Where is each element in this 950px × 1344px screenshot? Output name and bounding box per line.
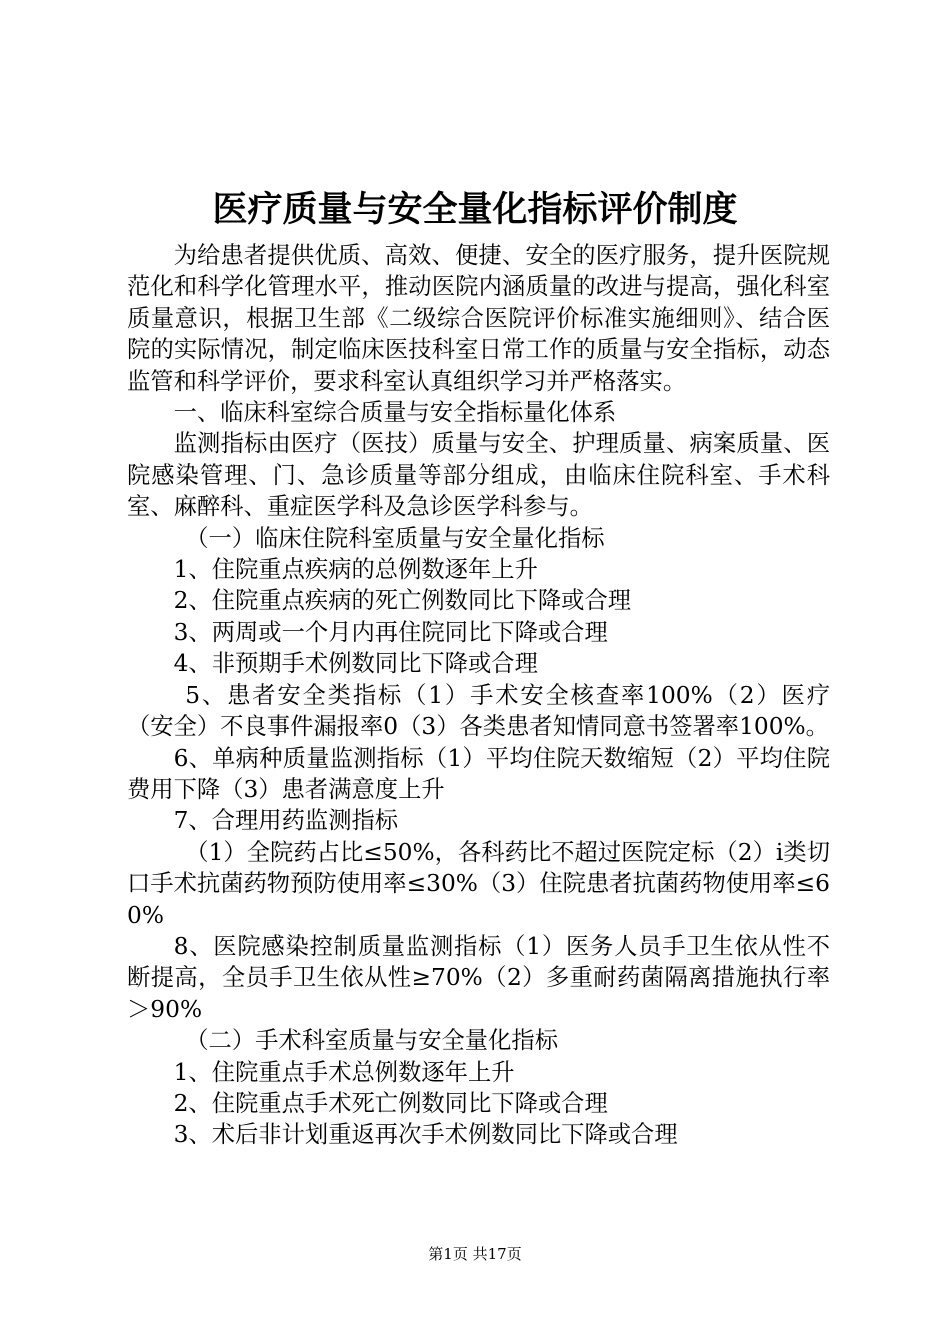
list-item: 3、术后非计划重返再次手术例数同比下降或合理 — [173, 1121, 678, 1149]
list-item: 7、合理用药监测指标 — [173, 807, 399, 835]
list-item: 6、单病种质量监测指标（1）平均住院天数缩短（2）平均住院费用下降（3）患者满意度上升 — [127, 744, 830, 803]
list-item: 1、住院重点疾病的总例数逐年上升 — [173, 556, 538, 584]
section-heading-1: 一、临床科室综合质量与安全指标量化体系 — [173, 399, 617, 427]
intro-paragraph: 为给患者提供优质、高效、便捷、安全的医疗服务，提升医院规范化和科学化管理水平，推动医院内涵质量的改进与提高，强化科室质量意识，根据卫生部《二级综合医院评价标准实施细则》、结合医院的实际情况，制定临床医技科室日常工作的质量与安全指标，动态监管和科学评价，要求科室认真组织学习并严格落实。 — [127, 242, 830, 395]
list-item: （1）全院药占比≤50%，各科药比不超过医院定标（2）i类切口手术抗菌药物预防使用率≤30%（3）住院患者抗菌药物使用率≤60% — [127, 838, 830, 929]
list-item: 8、医院感染控制质量监测指标（1）医务人员手卫生依从性不断提高，全员手卫生依从性≥70%（2）多重耐药菌隔离措施执行率＞90% — [127, 932, 830, 1023]
document-body — [127, 240, 830, 1151]
list-item: 3、两周或一个月内再住院同比下降或合理 — [173, 618, 608, 646]
list-item: 5、患者安全类指标（1）手术安全核查率100%（2）医疗（安全）不良事件漏报率0（3）各类患者知情同意书签署率100%。 — [127, 681, 830, 741]
list-item: 2、住院重点疾病的死亡例数同比下降或合理 — [173, 587, 632, 615]
list-item: 2、住院重点手术死亡例数同比下降或合理 — [173, 1089, 608, 1117]
subsection-heading-1: （一）临床住院科室质量与安全量化指标 — [185, 524, 605, 552]
list-item: 1、住院重点手术总例数逐年上升 — [173, 1058, 515, 1086]
subsection-heading-2: （二）手术科室质量与安全量化指标 — [185, 1027, 558, 1055]
page-number-footer: 第1页 共17页 — [428, 1245, 522, 1263]
list-item: 4、非预期手术例数同比下降或合理 — [173, 650, 538, 678]
document-title: 医疗质量与安全量化指标评价制度 — [212, 189, 738, 230]
section-1-description: 监测指标由医疗（医技）质量与安全、护理质量、病案质量、医院感染管理、门、急诊质量等部分组成，由临床住院科室、手术科室、麻醉科、重症医学科及急诊医学科参与。 — [127, 430, 830, 521]
